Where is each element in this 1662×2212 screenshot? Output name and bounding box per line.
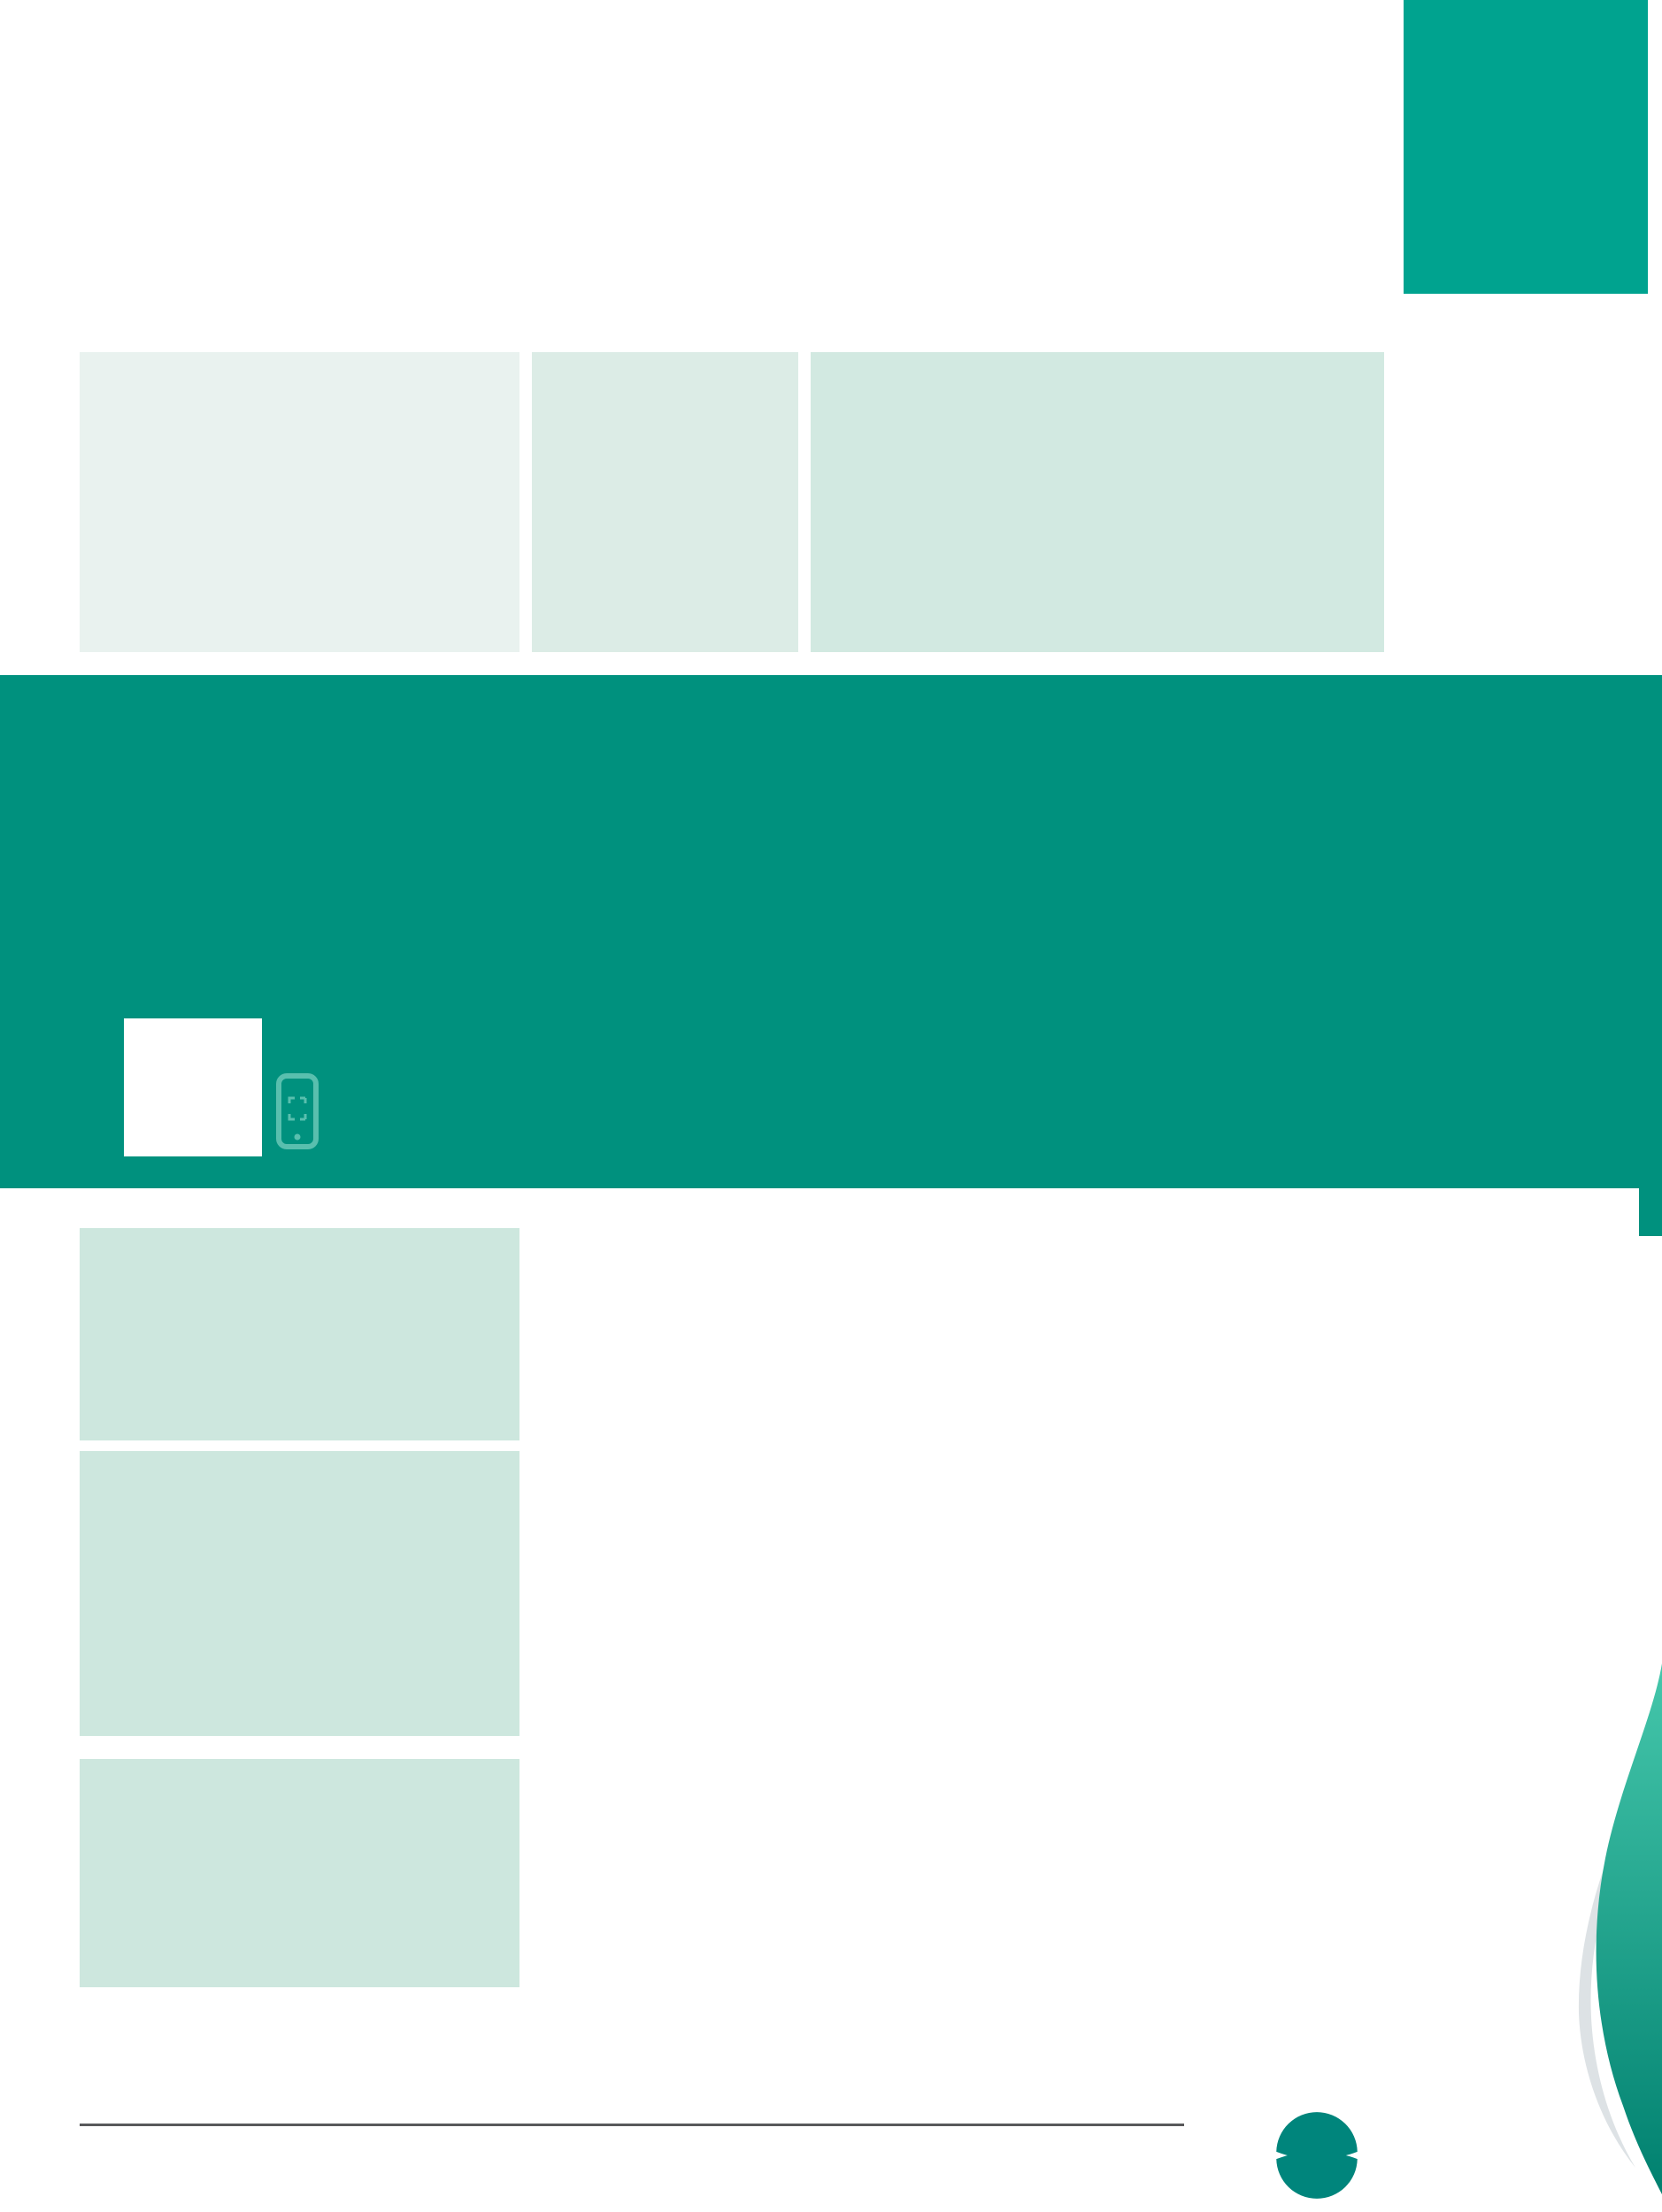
results-section-2 (80, 1451, 519, 1736)
decorative-square (1639, 1188, 1662, 1236)
results-section-3 (80, 1759, 519, 1987)
figure3c-chart (1028, 1837, 1234, 1975)
materials-section (811, 352, 1384, 652)
references-section (516, 2000, 1295, 2008)
figure2b-area-chart (927, 1497, 1405, 1741)
figure1-bar-chart (524, 1235, 971, 1430)
objective-section (532, 352, 798, 652)
figure3b-chart (796, 1837, 1020, 1975)
results-section-1 (80, 1228, 519, 1440)
qr-code (124, 1018, 262, 1156)
introduction-section (80, 352, 519, 652)
figure3a-chart (524, 1837, 788, 1975)
affiliation-section (81, 2000, 506, 2008)
msd-logo-icon (1271, 2109, 1363, 2201)
figure2a-line-chart (550, 1497, 904, 1741)
phone-icon (273, 1071, 322, 1153)
topic-tag (1404, 0, 1648, 294)
key-message-banner (0, 675, 1662, 1188)
footer-divider (80, 2124, 1184, 2126)
decorative-swoosh (1432, 1663, 1662, 2212)
